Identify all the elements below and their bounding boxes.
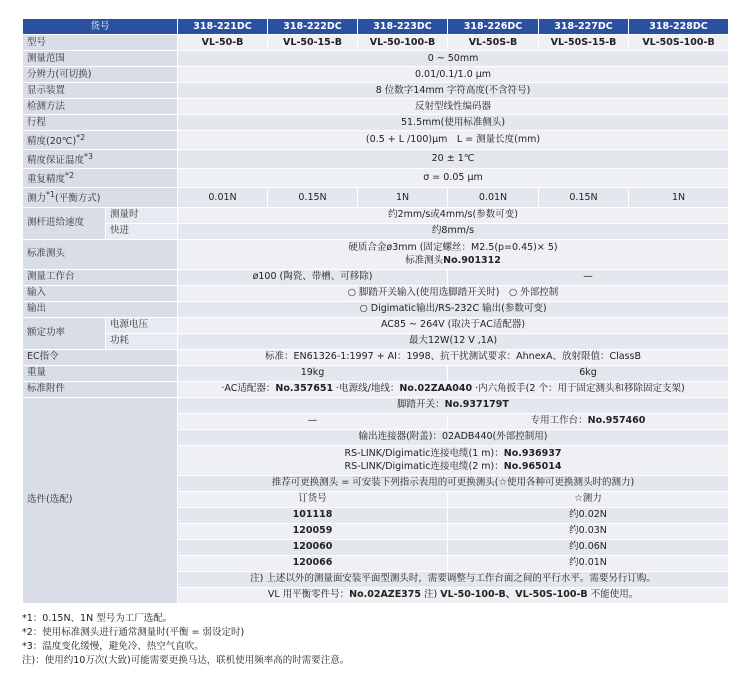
model-cell: VL-50-B <box>178 35 268 51</box>
label-text: 测力 <box>27 193 47 205</box>
force-cell: 1N <box>358 188 448 207</box>
display-row <box>23 83 729 99</box>
force-cell: 0.15N <box>268 188 358 207</box>
row-label: EC指令 <box>23 349 178 365</box>
row-value: σ = 0.05 μm <box>178 169 729 188</box>
footnote-mark: *3 <box>84 152 93 162</box>
row-label: 分辨力(可切换) <box>23 67 178 83</box>
row-value: 输出连接器(附盖)：02ADB440(外部控制用) <box>178 429 729 445</box>
option-text: 不能使用。 <box>587 589 639 601</box>
footnote-mark: *2 <box>65 171 74 181</box>
row-label <box>23 150 178 169</box>
option-text: RS-LINK/Digimatic连接电缆(1 m)： <box>344 448 504 460</box>
probe-force: 约0.01N <box>448 555 729 571</box>
row-label: 测量工作台 <box>23 269 178 285</box>
row-label <box>23 131 178 150</box>
row-label: 额定功率 <box>23 317 106 349</box>
probe-force: 约0.03N <box>448 523 729 539</box>
range-row <box>23 51 729 67</box>
row-value <box>178 381 729 397</box>
probe-force: 约0.06N <box>448 539 729 555</box>
spec-table <box>22 18 729 604</box>
row-value: AC85 ~ 264V (取决于AC适配器) <box>178 317 729 333</box>
accessory-text: ·电源线/地线： <box>336 383 400 395</box>
row-label: 选件(选配) <box>23 397 178 603</box>
row-label: 输出 <box>23 301 178 317</box>
row-label: 行程 <box>23 115 178 131</box>
row-label: 重量 <box>23 365 178 381</box>
option-part-no: No.936937 <box>503 448 562 460</box>
label-text: 精度保证温度 <box>27 155 85 167</box>
label-text: 精度(20℃) <box>27 136 77 148</box>
header-row-item-no <box>23 19 729 35</box>
model-label: 型号 <box>23 35 178 51</box>
force-cell: 0.01N <box>178 188 268 207</box>
row-value: — <box>448 269 729 285</box>
row-value: 标准：EN61326-1:1997 + AI：1998、抗干扰测试要求：AhnexA、放射限值：ClassB <box>178 349 729 365</box>
feed-row-fast <box>23 223 729 239</box>
option-part-no: No.957460 <box>587 415 646 427</box>
sub-label: 电源电压 <box>106 317 178 333</box>
row-label: 测量范围 <box>23 51 178 67</box>
power-row-voltage <box>23 317 729 333</box>
row-value: 0.01/0.1/1.0 μm <box>178 67 729 83</box>
temp-row <box>23 150 729 169</box>
column-header: ☆测力 <box>448 491 729 507</box>
cable-line <box>182 447 724 460</box>
row-value: — <box>178 413 448 429</box>
item-no-label: 货号 <box>23 19 178 35</box>
accessory-part-no: No.02ZAA040 <box>399 383 473 395</box>
footnote-mark: *1 <box>46 190 55 200</box>
probe-order-no: 101118 <box>178 507 448 523</box>
row-value <box>178 397 729 413</box>
row-value: 推荐可更换测头 = 可安装下列指示表用的可更换测头(☆使用各种可更换测头时的测力) <box>178 475 729 491</box>
model-row <box>23 35 729 51</box>
model-cell: VL-50S-B <box>448 35 539 51</box>
model-cell: VL-50-100-B <box>358 35 448 51</box>
row-value: 8 位数字14mm 字符高度(不含符号) <box>178 83 729 99</box>
row-label: 标准测头 <box>23 239 178 269</box>
footnote: 注)：使用约10万次(大致)可能需要更换马达，联机使用频率高的时需要注意。 <box>22 655 350 666</box>
sub-label: 功耗 <box>106 333 178 349</box>
model-cell: VL-50S-100-B <box>629 35 729 51</box>
input-row <box>23 285 729 301</box>
footnote: *1：0.15N、1N 型号为工厂选配。 <box>22 613 173 624</box>
detection-row <box>23 99 729 115</box>
accessory-text: ·AC适配器： <box>221 383 276 395</box>
footnotes <box>22 612 349 668</box>
label-suffix: (平衡方式) <box>55 193 101 205</box>
row-value: 约2mm/s或4mm/s(参数可变) <box>178 207 729 223</box>
row-value: 51.5mm(使用标准侧头) <box>178 115 729 131</box>
option-text: RS-LINK/Digimatic连接电缆(2 m)： <box>344 461 504 473</box>
item-no-cell: 318-226DC <box>448 19 539 35</box>
row-value: 0 ~ 50mm <box>178 51 729 67</box>
option-text: 注) <box>421 589 441 601</box>
weight-row <box>23 365 729 381</box>
accessory-part-no: No.357651 <box>275 383 334 395</box>
force-cell: 0.01N <box>448 188 539 207</box>
item-no-cell: 318-223DC <box>358 19 448 35</box>
option-text: 专用工作台： <box>530 415 588 427</box>
row-label: 测杆进给速度 <box>23 207 106 239</box>
resolution-row <box>23 67 729 83</box>
row-label: 输入 <box>23 285 178 301</box>
option-text: VL 用平衡零件号： <box>267 589 350 601</box>
row-value: 6kg <box>448 365 729 381</box>
force-row <box>23 188 729 207</box>
sub-label: 测量时 <box>106 207 178 223</box>
force-cell: 0.15N <box>539 188 629 207</box>
row-value: (0.5 + L /100)μm L = 测量长度(mm) <box>178 131 729 150</box>
probe-prefix: 标准测头 <box>405 255 444 267</box>
footnote-mark: *2 <box>76 133 86 142</box>
option-text: 脚踏开关： <box>397 399 445 411</box>
probe-order-no: 120066 <box>178 555 448 571</box>
output-row <box>23 301 729 317</box>
row-value <box>178 587 729 603</box>
row-value: ○ 脚踏开关输入(使用选脚踏开关时) ○ 外部控制 <box>178 285 729 301</box>
row-value: 注) 上述以外的测量面安装平面型测头时，需要调整与工作台面之间的平行水平。需要另行订购。 <box>178 571 729 587</box>
model-cell: VL-50S-15-B <box>539 35 629 51</box>
probe-row <box>23 239 729 269</box>
label-text: 重复精度 <box>27 174 66 186</box>
item-no-cell: 318-227DC <box>539 19 629 35</box>
accessories-row <box>23 381 729 397</box>
footnote: *2：使用标准测头进行通常测量时(平衡 = 弱设定时) <box>22 627 245 638</box>
item-no-cell: 318-222DC <box>268 19 358 35</box>
option-models: VL-50-100-B、VL-50S-100-B <box>440 589 588 601</box>
cable-line <box>182 460 724 473</box>
option-part-no: No.965014 <box>503 461 562 473</box>
row-value: 20 ± 1℃ <box>178 150 729 169</box>
row-value <box>178 239 729 269</box>
options-footswitch-row <box>23 397 729 413</box>
row-label: 检测方法 <box>23 99 178 115</box>
row-value: 约8mm/s <box>178 223 729 239</box>
feed-row-measure <box>23 207 729 223</box>
column-header: 订货号 <box>178 491 448 507</box>
footnote: *3：温度变化缓慢，避免冷、热空气直吹。 <box>22 641 204 652</box>
probe-order-no: 120059 <box>178 523 448 539</box>
model-cell: VL-50-15-B <box>268 35 358 51</box>
sub-label: 快进 <box>106 223 178 239</box>
row-value: 反射型线性编码器 <box>178 99 729 115</box>
force-cell: 1N <box>629 188 729 207</box>
probe-line-2 <box>182 254 724 267</box>
row-label: 标准附件 <box>23 381 178 397</box>
probe-force: 约0.02N <box>448 507 729 523</box>
stage-row <box>23 269 729 285</box>
accuracy-row <box>23 131 729 150</box>
ec-row <box>23 349 729 365</box>
row-value <box>448 413 729 429</box>
row-label: 显示装置 <box>23 83 178 99</box>
probe-line-1: 硬质合金ø3mm (固定螺丝：M2.5(p=0.45)× 5) <box>348 242 558 254</box>
item-no-cell: 318-221DC <box>178 19 268 35</box>
row-value <box>178 445 729 475</box>
row-value: ø100 (陶瓷、带槽、可移除) <box>178 269 448 285</box>
probe-order-no: 120060 <box>178 539 448 555</box>
row-value: 最大12W(12 V ,1A) <box>178 333 729 349</box>
row-value: 19kg <box>178 365 448 381</box>
item-no-cell: 318-228DC <box>629 19 729 35</box>
stroke-row <box>23 115 729 131</box>
probe-part-no: No.901312 <box>443 255 501 267</box>
option-part-no: No.02AZE375 <box>349 589 422 601</box>
row-value: ○ Digimatic输出/RS-232C 输出(参数可变) <box>178 301 729 317</box>
accessory-text: ·内六角扳手(2 个：用于固定测头和移除固定支架) <box>475 383 685 395</box>
repeat-row <box>23 169 729 188</box>
row-label <box>23 169 178 188</box>
row-label <box>23 188 178 207</box>
option-part-no: No.937179T <box>444 399 509 411</box>
power-row-consumption <box>23 333 729 349</box>
